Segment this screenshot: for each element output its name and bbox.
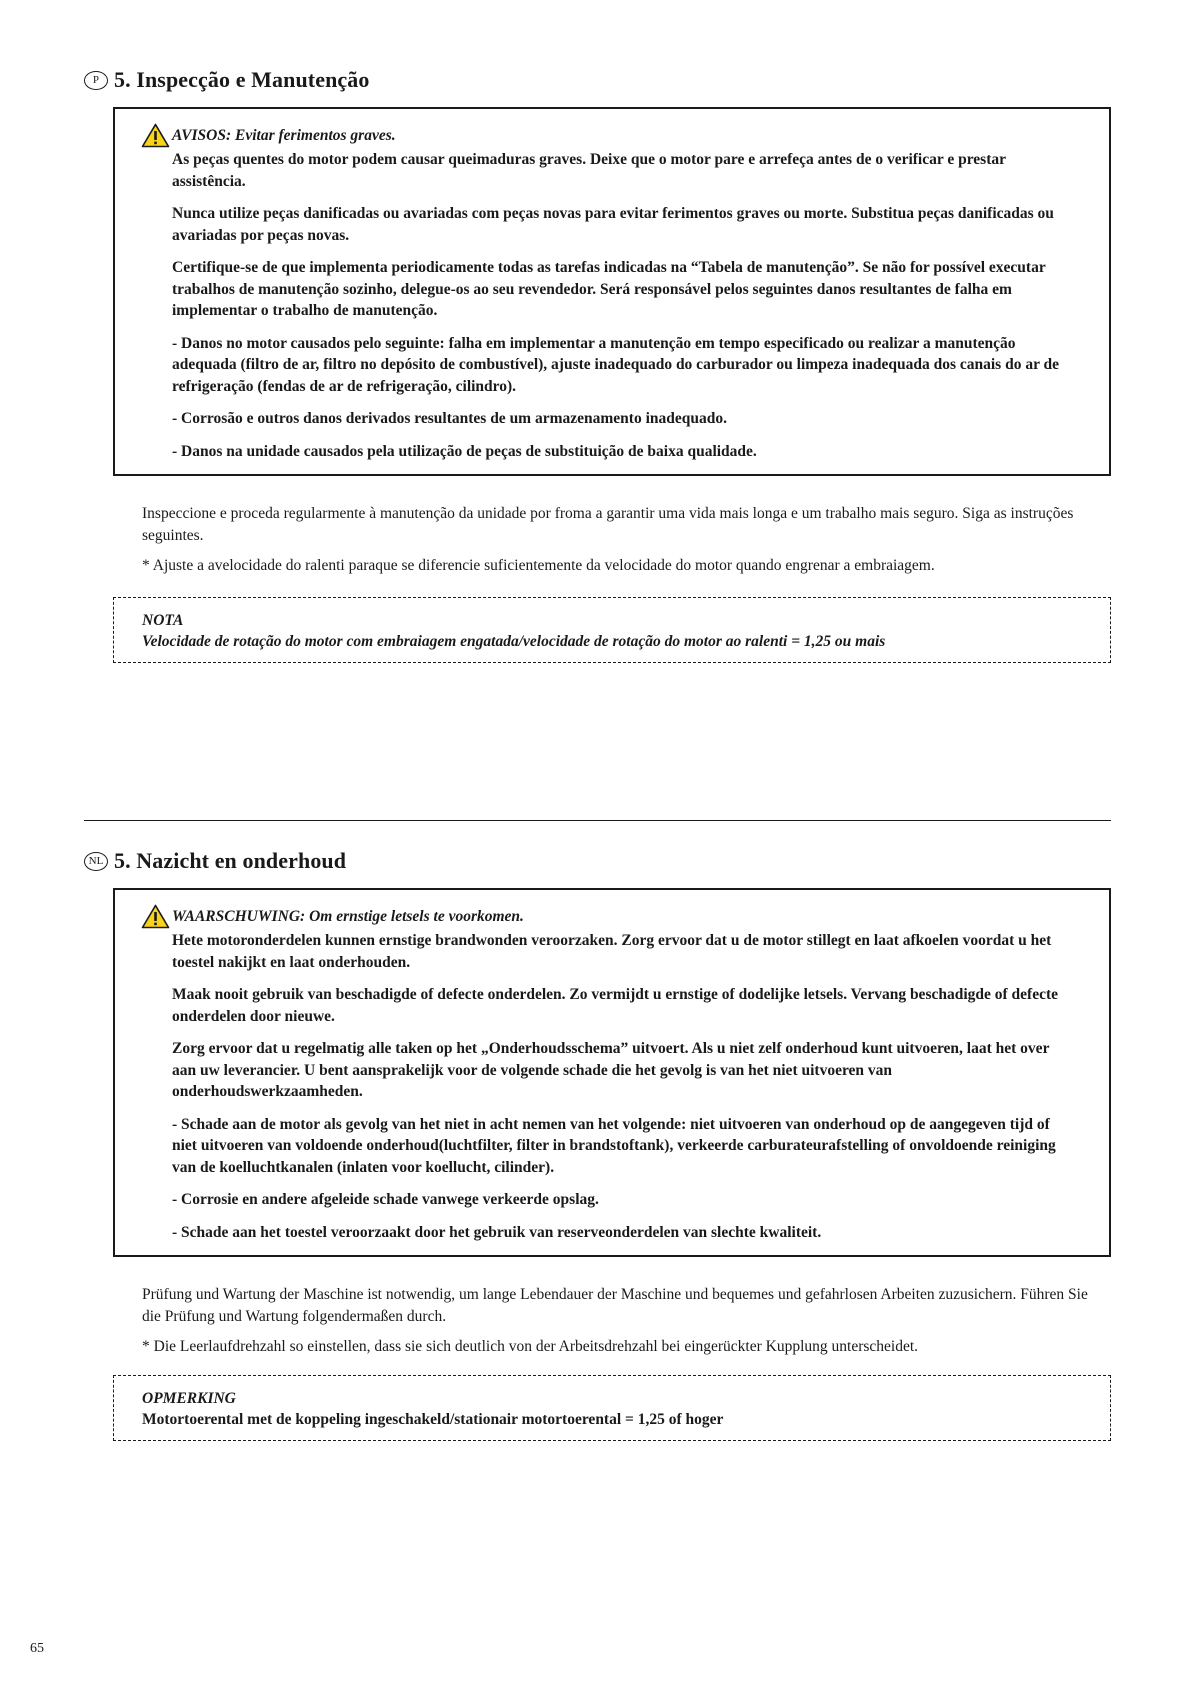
warning-heading [172,127,1077,145]
warning-heading-text: AVISOS: Evitar ferimentos graves. [172,127,396,144]
language-badge-p: P [84,71,108,90]
section-title-nl [84,848,346,874]
note-title: NOTA [142,612,184,629]
warning-paragraph: - Schade aan de motor als gevolg van het niet in acht nemen van het volgende: niet uitvoeren van onderhoud op de aangegeven tijd of niet uitvoeren van voldoende onderhoud(luchtfilter, filter in brandstoftank), verkeerde carburateurafstelling of onvoldoende reiniging van de koelluchtkanalen (inlaten voor koellucht, cilinder). [172,1115,1056,1176]
warning-triangle-icon [141,123,170,148]
note-text: Motortoerental met de koppeling ingeschakeld/stationair motortoerental = 1,25 of hoger [142,1411,724,1428]
section-title-text: 5. Inspecção e Manutenção [114,67,370,92]
warning-paragraph: - Corrosie en andere afgeleide schade vanwege verkeerde opslag. [172,1191,599,1208]
warning-paragraph: Zorg ervoor dat u regelmatig alle taken op het „Onderhoudsschema” uitvoert. Als u niet zelf onderhoud kunt uitvoeren, laat het over aan uw leverancier. U bent aansprakelijk voor de volgende schade die het gevolg is van het niet uitvoeren van onderhoudswerkzaamheden. [172,1040,1050,1100]
body-text-pt [142,503,1092,586]
body-text-nl [142,1284,1092,1367]
language-badge-nl: NL [84,852,108,871]
note-text: Velocidade de rotação do motor com embraiagem engatada/velocidade de rotação do motor ao ralenti = 1,25 ou mais [142,633,886,650]
warning-box-nl [113,888,1111,1257]
warning-paragraph: - Danos no motor causados pelo seguinte: falha em implementar a manutenção em tempo especificado ou realizar a manutenção adequada (filtro de ar, filtro no depósito de combustível), ajuste inadequado do carburador ou limpeza inadequada dos canais do ar de refrigeração (fendas de ar de refrigeração, cilindro). [172,334,1060,395]
section-title-text: 5. Nazicht en onderhoud [114,848,347,873]
warning-paragraph: Certifique-se de que implementa periodicamente todas as tarefas indicadas na “Tabela de manutenção”. Se não for possível executar trabalhos de manutenção sozinho, delegue-os ao seu revendedor. Será responsável pelos seguintes danos resultantes de falha em implementar o trabalho de manutenção. [172,259,1046,319]
warning-paragraph: - Danos na unidade causados pela utilização de peças de substituição de baixa qualidade. [172,442,757,460]
warning-heading-text: WAARSCHUWING: Om ernstige letsels te voorkomen. [172,908,524,925]
body-paragraph: * Die Leerlaufdrehzahl so einstellen, dass sie sich deutlich von der Arbeitsdrehzahl bei eingerückter Kupplung unterscheidet. [142,1338,919,1355]
warning-paragraph: - Corrosão e outros danos derivados resultantes de um armazenamento inadequado. [172,410,728,427]
section-title-pt [84,67,369,93]
section-divider [84,820,1111,821]
note-box-nl [113,1375,1111,1441]
warning-paragraph: Hete motoronderdelen kunnen ernstige brandwonden veroorzaken. Zorg ervoor dat u de motor stillegt en laat afkoelen voordat u het toestel nakijkt en laat onderhouden. [172,932,1052,971]
warning-paragraph: Nunca utilize peças danificadas ou avariadas com peças novas para evitar ferimentos graves ou morte. Substitua peças danificadas ou avariadas por peças novas. [172,205,1054,244]
warning-paragraph: Maak nooit gebruik van beschadigde of defecte onderdelen. Zo vermijdt u ernstige of dodelijke letsels. Vervang beschadigde of defecte onderdelen door nieuwe. [172,986,1059,1025]
note-box-pt [113,597,1111,663]
warning-paragraph: - Schade aan het toestel veroorzaakt door het gebruik van reserveonderdelen van slechte kwaliteit. [172,1223,822,1241]
warning-paragraph: As peças quentes do motor podem causar queimaduras graves. Deixe que o motor pare e arrefeça antes de o verificar e prestar assistência. [172,151,1006,190]
body-paragraph: Prüfung und Wartung der Maschine ist notwendig, um lange Lebendauer der Maschine und bequemes und gefahrlosen Arbeiten zuzusichern. Führen Sie die Prüfung und Wartung folgendermaßen durch. [142,1286,1088,1325]
warning-box-pt [113,107,1111,476]
body-paragraph: * Ajuste a avelocidade do ralenti paraque se diferencie suficientemente da velocidade do motor quando engrenar a embraiagem. [142,557,935,574]
note-title: OPMERKING [142,1390,236,1407]
page-number: 65 [30,1641,44,1656]
body-paragraph: Inspeccione e proceda regularmente à manutenção da unidade por froma a garantir uma vida mais longa e um trabalho mais seguro. Siga as instruções seguintes. [142,505,1074,544]
warning-heading [172,908,1077,926]
warning-triangle-icon [141,904,170,929]
